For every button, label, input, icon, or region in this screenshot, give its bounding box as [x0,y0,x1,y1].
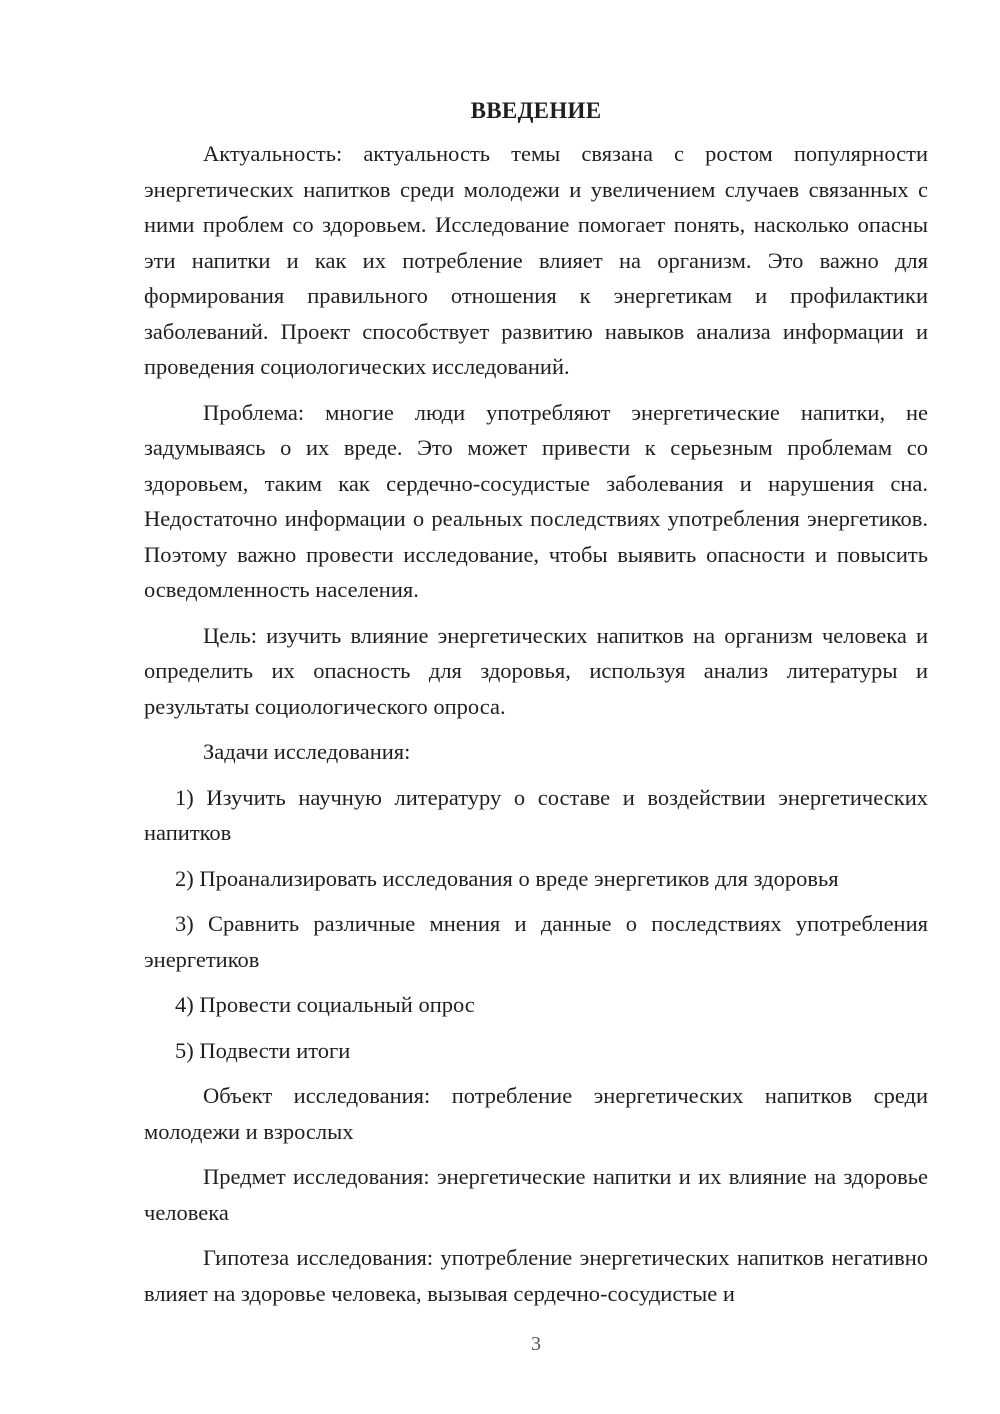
problem-paragraph: Проблема: многие люди употребляют энергетические напитки, не задумываясь о их вреде. Это может привести к серьезным проблемам со здоровьем, таким как сердечно-сосудистые заболевания и нарушения сна. Недостаточно информации о реальных последствиях употребления энергетиков. Поэтому важно провести исследование, чтобы выявить опасности и повысить осведомленность населения. [144,399,928,602]
task-item-2: 2) Проанализировать исследования о вреде энергетиков для здоровья [175,865,839,891]
task-item-1: 1) Изучить научную литературу о составе и воздействии энергетических напитков [144,784,928,845]
document-page [144,96,928,1321]
page-number: 3 [531,1333,541,1355]
relevance-paragraph: Актуальность: актуальность темы связана с ростом популярности энергетических напитков среди молодежи и увеличением случаев связанных с ними проблем со здоровьем. Исследование помогает понять, насколько опасны эти напитки и как их потребление влияет на организм. Это важно для формирования правильного отношения к энергетикам и профилактики заболеваний. Проект способствует развитию навыков анализа информации и проведения социологических исследований. [144,141,928,379]
subject-paragraph: Предмет исследования: энергетические напитки и их влияние на здоровье человека [144,1164,928,1225]
hypothesis-paragraph: Гипотеза исследования: употребление энергетических напитков негативно влияет на здоровье человека, вызывая сердечно-сосудистые и [144,1245,928,1306]
object-paragraph: Объект исследования: потребление энергетических напитков среди молодежи и взрослых [144,1083,928,1144]
goal-paragraph: Цель: изучить влияние энергетических напитков на организм человека и определить их опасность для здоровья, используя анализ литературы и результаты социологического опроса. [144,622,928,719]
task-item-4: 4) Провести социальный опрос [175,992,475,1017]
task-item-5: 5) Подвести итоги [175,1037,351,1063]
tasks-heading: Задачи исследования: [203,739,411,764]
section-title: ВВЕДЕНИЕ [470,98,602,123]
task-item-3: 3) Сравнить различные мнения и данные о последствиях употребления энергетиков [144,911,928,972]
